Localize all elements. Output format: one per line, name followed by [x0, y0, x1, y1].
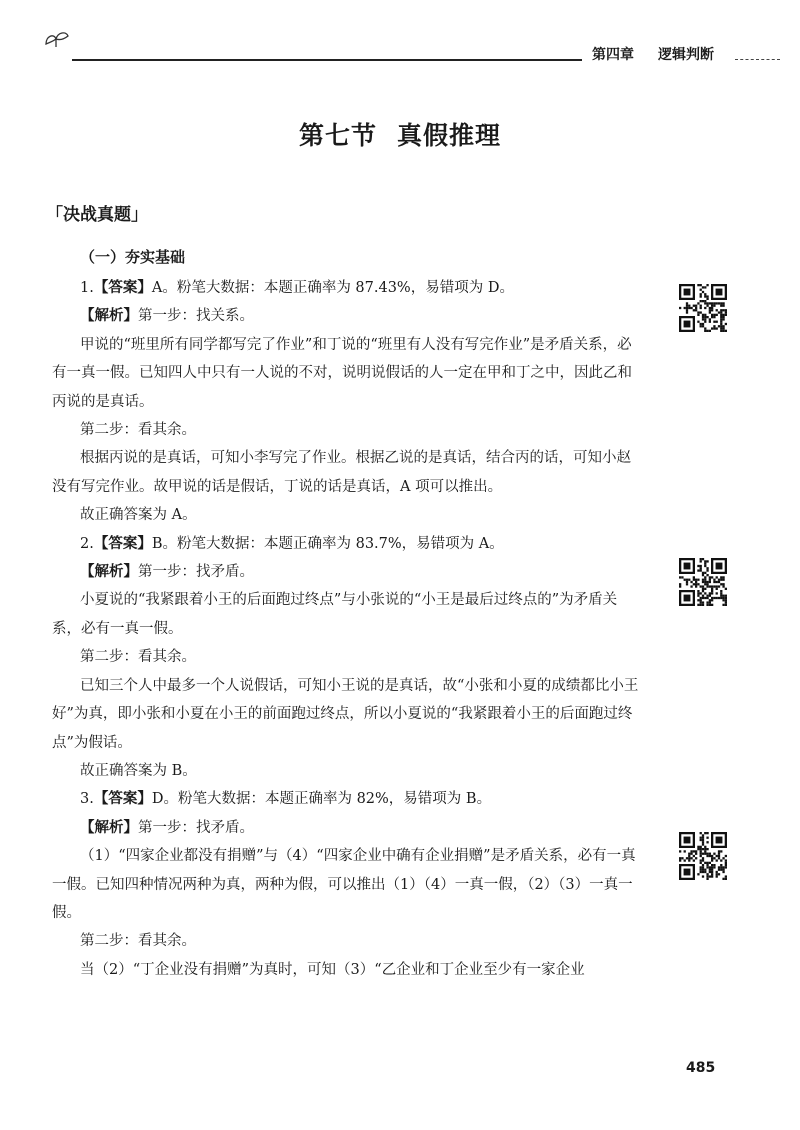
q1-analysis-line: 【解析】第一步：找关系。	[80, 308, 254, 325]
q2-analysis-line: 【解析】第一步：找矛盾。	[80, 564, 254, 581]
section-number: 第七节	[298, 121, 377, 150]
qr-code-question-2[interactable]	[679, 558, 727, 606]
part-heading: 「决战真题」	[46, 205, 148, 225]
q3-paragraph-2: 当（2）“丁企业没有捐赠”为真时，可知（3）“乙企业和丁企业至少有一家企业	[80, 961, 585, 978]
q1-answer-line: 1.【答案】A。粉笔大数据：本题正确率为 87.43%，易错项为 D。	[80, 280, 514, 296]
section-title	[0, 116, 800, 152]
q1-paragraph-2: 根据丙说的是真话，可知小李写完了作业。根据乙说的是真话，结合丙的话，可知小赵没有写完作业。故甲说的话是假话，丁说的话是真话，A 项可以推出。	[52, 450, 631, 495]
qr-code-question-3[interactable]	[679, 832, 727, 880]
page-number: 485	[686, 1060, 716, 1076]
q1-paragraph-1: 甲说的“班里所有同学都写完了作业”和丁说的“班里有人没有写完作业”是矛盾关系，必有一真一假。已知四人中只有一人说的不对，说明说假话的人一定在甲和丁之中，因此乙和丙说的是真话。	[52, 336, 632, 410]
q2-paragraph-2: 已知三个人中最多一个人说假话，可知小王说的是真话，故“小张和小夏的成绩都比小王好”为真，即小张和小夏在小王的前面跑过终点，所以小夏说的“我紧跟着小王的后面跑过终点”为假话。	[52, 677, 639, 751]
q2-answer-line: 2.【答案】B。粉笔大数据：本题正确率为 83.7%，易错项为 A。	[80, 535, 504, 552]
leaf-sprout-icon	[44, 30, 70, 48]
q3-analysis-line: 【解析】第一步：找矛盾。	[80, 819, 254, 836]
section-name: 真假推理	[397, 121, 502, 150]
q2-step-2: 第二步：看其余。	[80, 649, 196, 666]
q2-paragraph-1: 小夏说的“我紧跟着小王的后面跑过终点”与小张说的“小王是最后过终点的”为矛盾关系，必有一真一假。	[52, 592, 618, 637]
q1-step-2: 第二步：看其余。	[80, 422, 196, 439]
page-header	[0, 0, 800, 70]
q1-conclusion: 故正确答案为 A。	[80, 507, 197, 524]
answer-body	[52, 274, 645, 984]
qr-code-question-1[interactable]	[679, 284, 727, 332]
q3-step-2: 第二步：看其余。	[80, 933, 196, 950]
q2-conclusion: 故正确答案为 B。	[80, 762, 197, 779]
sub-heading: （一）夯实基础	[80, 248, 186, 266]
header-rule	[72, 59, 582, 61]
header-dotted-rule	[735, 59, 780, 60]
header-topic: 逻辑判断	[658, 47, 714, 63]
q3-paragraph-1: （1）“四家企业都没有捐赠”与（4）“四家企业中确有企业捐赠”是矛盾关系，必有一真一假。已知四种情况两种为真，两种为假，可以推出（1）（4）一真一假，（2）（3）一真一假。	[52, 848, 636, 921]
header-chapter: 第四章	[592, 47, 634, 63]
q3-answer-line: 3.【答案】D。粉笔大数据：本题正确率为 82%，易错项为 B。	[80, 791, 492, 808]
